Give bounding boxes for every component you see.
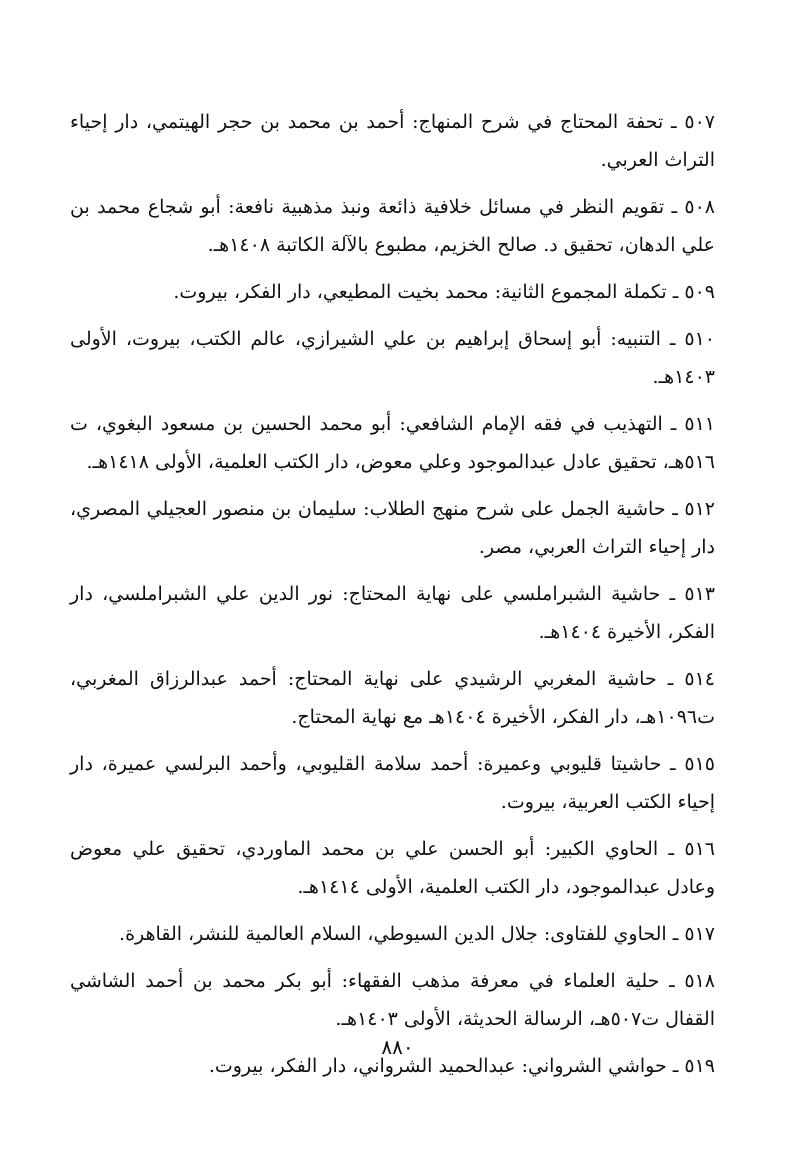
bibliography-entry — [70, 188, 715, 264]
page-number: ٨٨٠ — [381, 1035, 414, 1059]
entry-separator: ـ — [662, 413, 685, 435]
entry-text: حاشية الجمل على شرح منهج الطلاب: سليمان بن منصور العجيلي المصري، دار إحياء التراث العربي، مصر. — [70, 498, 715, 558]
entry-separator: ـ — [661, 753, 685, 775]
entry-number: ٥١١ — [684, 413, 715, 435]
entry-number: ٥١٩ — [684, 1055, 715, 1077]
bibliography-entry — [70, 660, 715, 736]
entry-text: التنبيه: أبو إسحاق إبراهيم بن علي الشيرازي، عالم الكتب، بيروت، الأولى ١٤٠٣هـ. — [70, 328, 715, 388]
entry-number: ٥١٧ — [684, 923, 715, 945]
entry-text: حلية العلماء في معرفة مذهب الفقهاء: أبو بكر محمد بن أحمد الشاشي القفال ت٥٠٧هـ، الرسالة الحديثة، الأولى ١٤٠٣هـ. — [70, 970, 715, 1030]
entry-number: ٥٠٨ — [684, 196, 715, 218]
entry-number: ٥١٦ — [684, 838, 715, 860]
entry-separator: ـ — [660, 583, 685, 605]
entry-text: تكملة المجموع الثانية: محمد بخيت المطيعي، دار الفكر، بيروت. — [173, 281, 667, 303]
bibliography-entry — [70, 962, 715, 1038]
entry-separator: ـ — [658, 838, 685, 860]
entry-text: حاشيتا قليوبي وعميرة: أحمد سلامة القليوبي، وأحمد البرلسي عميرة، دار إحياء الكتب العربية، بيروت. — [70, 753, 715, 813]
entry-number: ٥٠٧ — [684, 111, 715, 133]
bibliography-entry — [70, 830, 715, 906]
entry-text: تحفة المحتاج في شرح المنهاج: أحمد بن محمد بن حجر الهيتمي، دار إحياء التراث العربي. — [70, 111, 715, 171]
entry-text: الحاوي الكبير: أبو الحسن علي بن محمد الماوردي، تحقيق علي معوض وعادل عبدالموجود، دار الكتب العلمية، الأولى ١٤١٤هـ. — [70, 838, 715, 898]
bibliography-list — [70, 103, 715, 1094]
entry-separator: ـ — [666, 923, 685, 945]
bibliography-entry — [70, 745, 715, 821]
entry-text: الحاوي للفتاوى: جلال الدين السيوطي، السلام العالمية للنشر، القاهرة. — [119, 923, 667, 945]
entry-separator: ـ — [666, 1055, 685, 1077]
entry-text: حاشية المغربي الرشيدي على نهاية المحتاج: أحمد عبدالرزاق المغربي، ت١٠٩٦هـ، دار الفكر، الأخيرة ١٤٠٤هـ مع نهاية المحتاج. — [70, 668, 715, 728]
bibliography-entry — [70, 103, 715, 179]
entry-number: ٥١٤ — [684, 668, 715, 690]
bibliography-entry — [70, 273, 715, 311]
entry-separator: ـ — [656, 668, 685, 690]
entry-number: ٥١٨ — [684, 970, 715, 992]
bibliography-entry — [70, 405, 715, 481]
entry-number: ٥١٠ — [684, 328, 715, 350]
entry-number: ٥١٢ — [684, 498, 715, 520]
bibliography-entry — [70, 575, 715, 651]
entry-text: حاشية الشبراملسي على نهاية المحتاج: نور الدين علي الشبراملسي، دار الفكر، الأخيرة ١٤٠٤هـ. — [70, 583, 715, 643]
entry-text: التهذيب في فقه الإمام الشافعي: أبو محمد الحسين بن مسعود البغوي، ت ٥١٦هـ، تحقيق عادل عبدالموجود وعلي معوض، دار الكتب العلمية، الأولى ١٤١٨هـ. — [70, 413, 715, 473]
entry-separator: ـ — [665, 498, 685, 520]
entry-separator: ـ — [660, 328, 685, 350]
bibliography-entry — [70, 915, 715, 953]
entry-text: تقويم النظر في مسائل خلافية ذائعة ونبذ مذهبية نافعة: أبو شجاع محمد بن علي الدهان، تحقيق د. صالح الخزيم، مطبوع بالآلة الكاتبة ١٤٠٨هـ. — [70, 196, 715, 256]
entry-separator: ـ — [666, 281, 685, 303]
entry-number: ٥٠٩ — [684, 281, 715, 303]
entry-text: حواشي الشرواني: عبدالحميد الشرواني، دار الفكر، بيروت. — [208, 1055, 667, 1077]
entry-number: ٥١٣ — [684, 583, 715, 605]
entry-number: ٥١٥ — [684, 753, 715, 775]
bibliography-entry — [70, 320, 715, 396]
entry-separator: ـ — [664, 196, 685, 218]
entry-separator: ـ — [663, 111, 685, 133]
entry-separator: ـ — [659, 970, 685, 992]
bibliography-entry — [70, 490, 715, 566]
